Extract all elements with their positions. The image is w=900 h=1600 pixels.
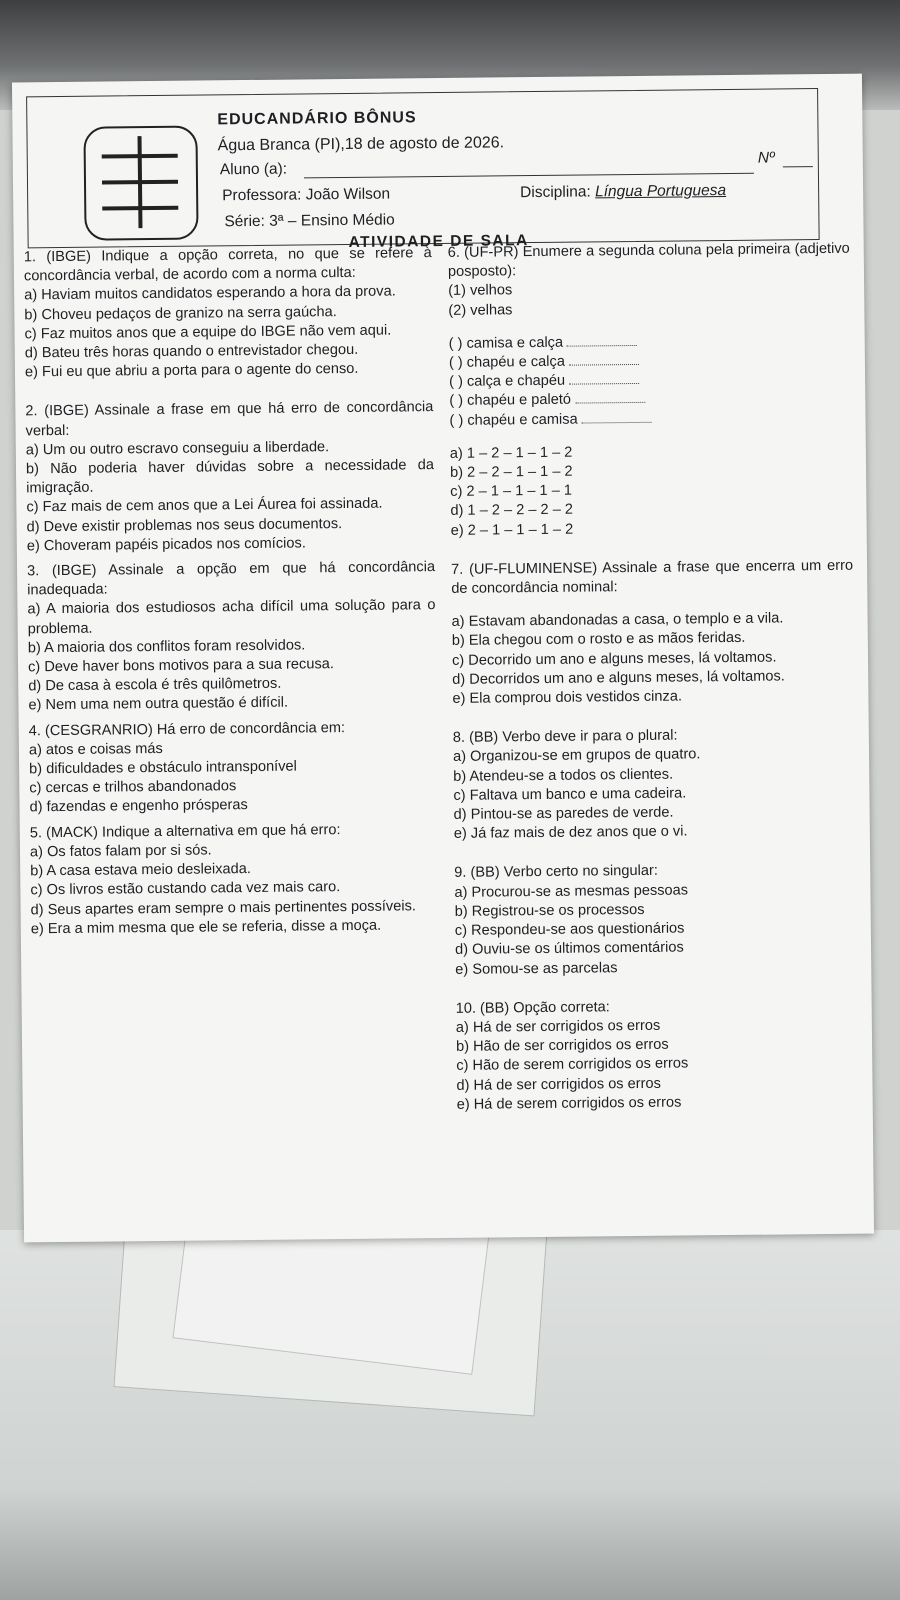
question-1 [24, 244, 433, 383]
option: c) Faz mais de cem anos que a Lei Áurea foi assinada. [26, 496, 383, 516]
option: b) Não poderia haver dúvidas sobre a necessidade da imigração. [25, 457, 435, 497]
number-line [783, 166, 813, 167]
student-label: Aluno (a): [219, 160, 288, 179]
option: d) Seus apartes eram sempre o mais pertinentes possíveis. [30, 897, 416, 918]
number-label: Nº [757, 149, 775, 167]
discipline [520, 182, 726, 202]
option: b) Atendeu-se a todos os clientes. [453, 766, 674, 785]
option: a) A maioria dos estudiosos acha difícil uma solução para o problema. [27, 597, 436, 638]
option: e) Nem uma nem outra questão é difícil. [28, 695, 289, 714]
question-text: 6. (UF-PR) Enumere a segunda coluna pela primeira (adjetivo posposto): [447, 240, 850, 281]
student-name-line [304, 173, 754, 179]
option: a) Os fatos falam por si sós. [29, 842, 212, 861]
question-3 [27, 558, 437, 716]
option: a) Estavam abandonadas a casa, o templo e a vila. [451, 610, 784, 631]
option: a) Procurou-se as mesmas pessoas [454, 882, 689, 901]
question-text: 8. (BB) Verbo deve ir para o plural: [452, 727, 678, 747]
option: c) 2 – 1 – 1 – 1 – 1 [450, 482, 573, 501]
blank-item: ( ) calça e chapéu [449, 369, 851, 392]
option: e) Era a mim mesma que ele se referia, disse a moça. [30, 917, 382, 938]
question-text: 5. (MACK) Indique a alternativa em que há erro: [29, 821, 341, 842]
option: d) Há de ser corrigidos os erros [456, 1075, 661, 1094]
school-name: EDUCANDÁRIO BÔNUS [217, 109, 417, 129]
option: b) Choveu pedaços de granizo na serra gaúcha. [24, 303, 337, 323]
option: a) atos e coisas más [28, 740, 163, 759]
question-10 [456, 995, 859, 1114]
option: e) Choveram papéis picados nos comícios. [26, 535, 306, 555]
option: b) Hão de ser corrigidos os erros [455, 1036, 669, 1055]
option: b) A maioria dos conflitos foram resolvidos. [27, 637, 306, 657]
question-text: 4. (CESGRANRIO) Há erro de concordância em: [28, 719, 346, 740]
question-2 [25, 399, 435, 557]
question-4 [29, 718, 438, 818]
option: b) Ela chegou com o rosto e as mãos feridas. [451, 630, 746, 650]
discipline-value: Língua Portuguesa [594, 182, 727, 201]
option: c) Os livros estão custando cada vez mais caro. [30, 879, 341, 899]
left-column [24, 244, 439, 945]
question-text: 1. (IBGE) Indique a opção correta, no que se refere à concordância verbal, de acordo com a norma culta: [23, 245, 432, 285]
school-logo [83, 126, 198, 241]
option: e) Já faz mais de dez anos que o vi. [453, 823, 688, 843]
blank-item: ( ) chapéu e camisa [449, 407, 851, 430]
right-column [448, 240, 859, 1121]
option: e) Somou-se as parcelas [455, 959, 618, 978]
key-item: (2) velhas [448, 301, 513, 319]
option: b) Registrou-se os processos [454, 901, 645, 920]
option: c) Deve haver bons motivos para a sua recusa. [27, 656, 334, 676]
key-item: (1) velhos [448, 282, 513, 300]
option: a) Um ou outro escravo conseguiu a liberdade. [25, 439, 330, 459]
question-text: 7. (UF-FLUMINENSE) Assinale a frase que encerra um erro de concordância nominal: [450, 557, 854, 597]
option: e) Fui eu que abriu a porta para o agente do censo. [24, 361, 359, 381]
question-text: 9. (BB) Verbo certo no singular: [454, 863, 658, 882]
option: a) Haviam muitos candidatos esperando a hora da prova. [24, 283, 396, 304]
question-text: 10. (BB) Opção correta: [455, 998, 610, 1017]
activity-title: ATIVIDADE DE SALA [348, 232, 529, 251]
option: a) 1 – 2 – 1 – 1 – 2 [449, 444, 573, 462]
option: c) Hão de serem corrigidos os erros [456, 1055, 689, 1075]
question-7 [451, 557, 855, 710]
place-date: Água Branca (PI),18 de agosto de 2026. [217, 134, 505, 155]
question-6 [448, 240, 853, 541]
blank-item: ( ) chapéu e paletó [449, 388, 851, 411]
option: c) Faltava um banco e uma cadeira. [453, 785, 687, 804]
grade: Série: 3ª – Ensino Médio [224, 211, 395, 231]
blank-item: ( ) chapéu e calça [449, 350, 851, 373]
blank-item: ( ) camisa e calça [449, 331, 851, 354]
option: b) A casa estava meio desleixada. [30, 861, 251, 880]
question-text: 2. (IBGE) Assinale a frase em que há erro de concordância verbal: [25, 399, 434, 439]
discipline-label: Disciplina: [520, 183, 591, 202]
option: d) fazendas e engenho prósperas [29, 797, 248, 816]
question-9 [454, 860, 857, 979]
option: c) Faz muitos anos que a equipe do IBGE não vem aqui. [24, 322, 392, 343]
option: c) Respondeu-se aos questionários [454, 920, 685, 939]
option: a) Há de ser corrigidos os erros [455, 1017, 661, 1036]
option: d) 1 – 2 – 2 – 2 – 2 [450, 502, 574, 520]
option: a) Organizou-se em grupos de quatro. [452, 746, 701, 766]
option: d) Deve existir problemas nos seus documentos. [26, 515, 343, 535]
question-5 [30, 820, 439, 939]
worksheet-page [12, 74, 874, 1243]
question-text: 3. (IBGE) Assinale a opção em que há concordância inadequada: [26, 559, 436, 599]
teacher: Professora: João Wilson [222, 185, 391, 205]
option: d) Pintou-se as paredes de verde. [453, 804, 674, 823]
header-box [26, 88, 820, 251]
option: e) Ela comprou dois vestidos cinza. [452, 688, 683, 707]
question-8 [453, 725, 856, 844]
option: e) Há de serem corrigidos os erros [456, 1094, 682, 1113]
option: c) Decorrido um ano e alguns meses, lá voltamos. [451, 649, 777, 669]
option: c) cercas e trilhos abandonados [29, 778, 237, 797]
option: d) Ouviu-se os últimos comentários [454, 939, 684, 959]
option: d) Bateu três horas quando o entrevistador chegou. [24, 341, 359, 362]
option: d) Decorridos um ano e alguns meses, lá voltamos. [452, 668, 785, 688]
option: e) 2 – 1 – 1 – 1 – 2 [450, 521, 574, 539]
option: b) 2 – 2 – 1 – 1 – 2 [449, 463, 573, 481]
option: d) De casa à escola é três quilômetros. [28, 675, 282, 695]
option: b) dificuldades e obstáculo intransponível [29, 758, 297, 778]
